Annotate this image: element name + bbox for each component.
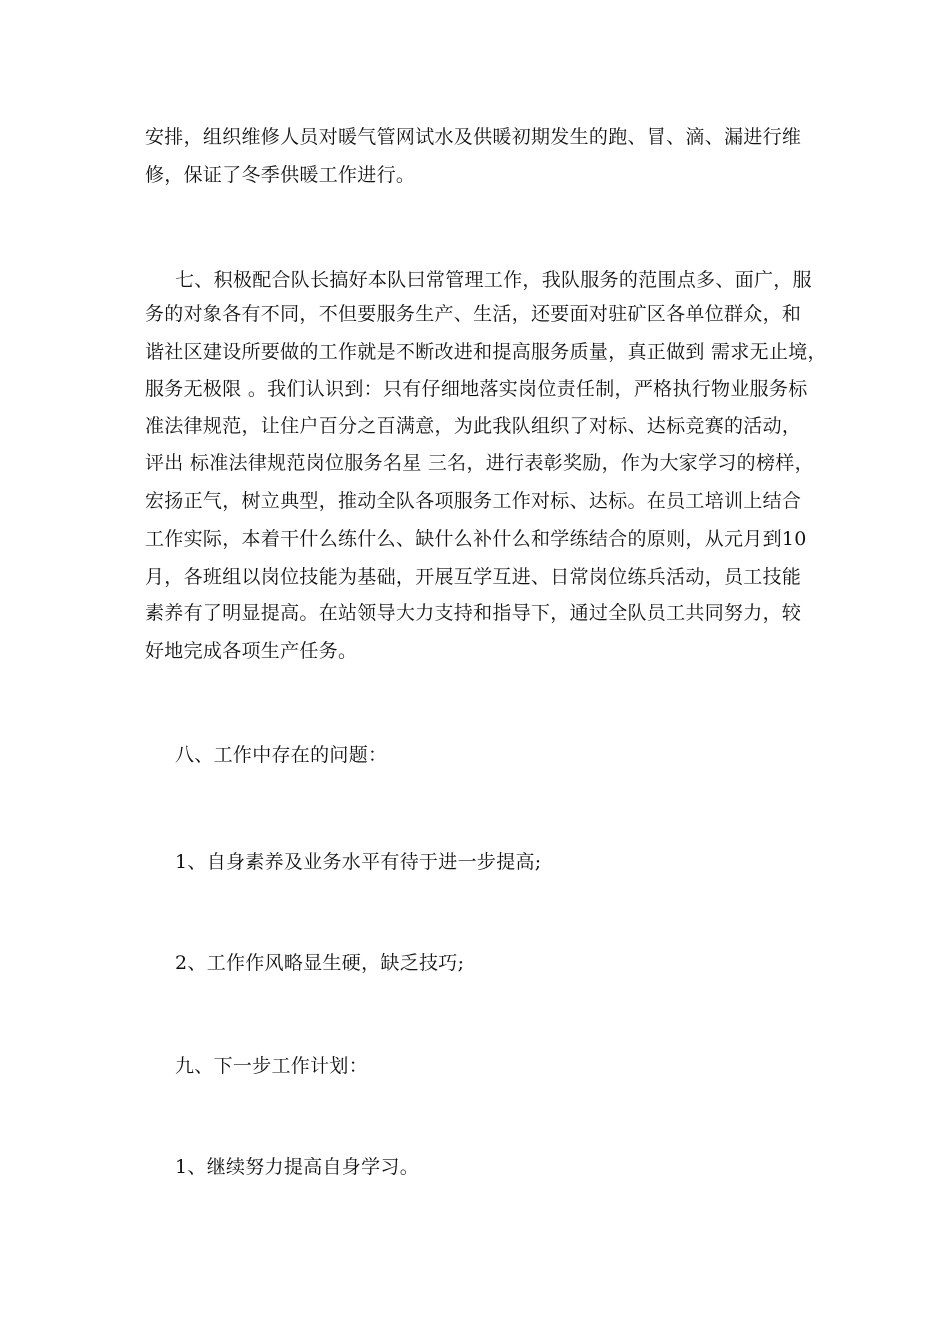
text-line: 月，各班组以岗位技能为基础，开展互学互进、日常岗位练兵活动，员工技能	[145, 566, 802, 588]
text-line: 准法律规范，让住户百分之百满意，为此我队组织了对标、达标竞赛的活动，	[145, 415, 802, 437]
text-line: 宏扬正气，树立典型，推动全队各项服务工作对标、达标。在员工培训上结合	[145, 490, 802, 512]
text-line: 修，保证了冬季供暖工作进行。	[145, 164, 416, 186]
text-line: 服务无极限 。我们认识到：只有仔细地落实岗位责任制，严格执行物业服务标	[145, 378, 808, 400]
section-heading-9: 九、下一步工作计划：	[175, 1055, 369, 1077]
text-line: 安排，组织维修人员对暖气管网试水及供暖初期发生的跑、冒、滴、漏进行维	[145, 126, 802, 148]
list-item: 2、工作作风略显生硬，缺乏技巧;	[175, 952, 465, 974]
section-heading-8: 八、工作中存在的问题：	[175, 744, 388, 766]
list-item: 1、继续努力提高自身学习。	[175, 1156, 419, 1178]
text-line: 好地完成各项生产任务。	[145, 640, 358, 662]
list-item: 1、自身素养及业务水平有待于进一步提高;	[175, 851, 542, 873]
text-line: 工作实际，本着干什么练什么、缺什么补什么和学练结合的原则，从元月到10	[145, 528, 807, 550]
text-line: 素养有了明显提高。在站领导大力支持和指导下，通过全队员工共同努力，较	[145, 602, 802, 624]
text-line: 谐社区建设所要做的工作就是不断改进和提高服务质量，真正做到 需求无止境，	[145, 341, 827, 363]
text-line: 评出 标准法律规范岗位服务名星 三名，进行表彰奖励，作为大家学习的榜样，	[145, 452, 814, 474]
section-heading-7: 七、积极配合队长搞好本队曰常管理工作，我队服务的范围点多、面广，服	[175, 269, 812, 291]
text-line: 务的对象各有不同，不但要服务生产、生活，还要面对驻矿区各单位群众，和	[145, 303, 802, 325]
